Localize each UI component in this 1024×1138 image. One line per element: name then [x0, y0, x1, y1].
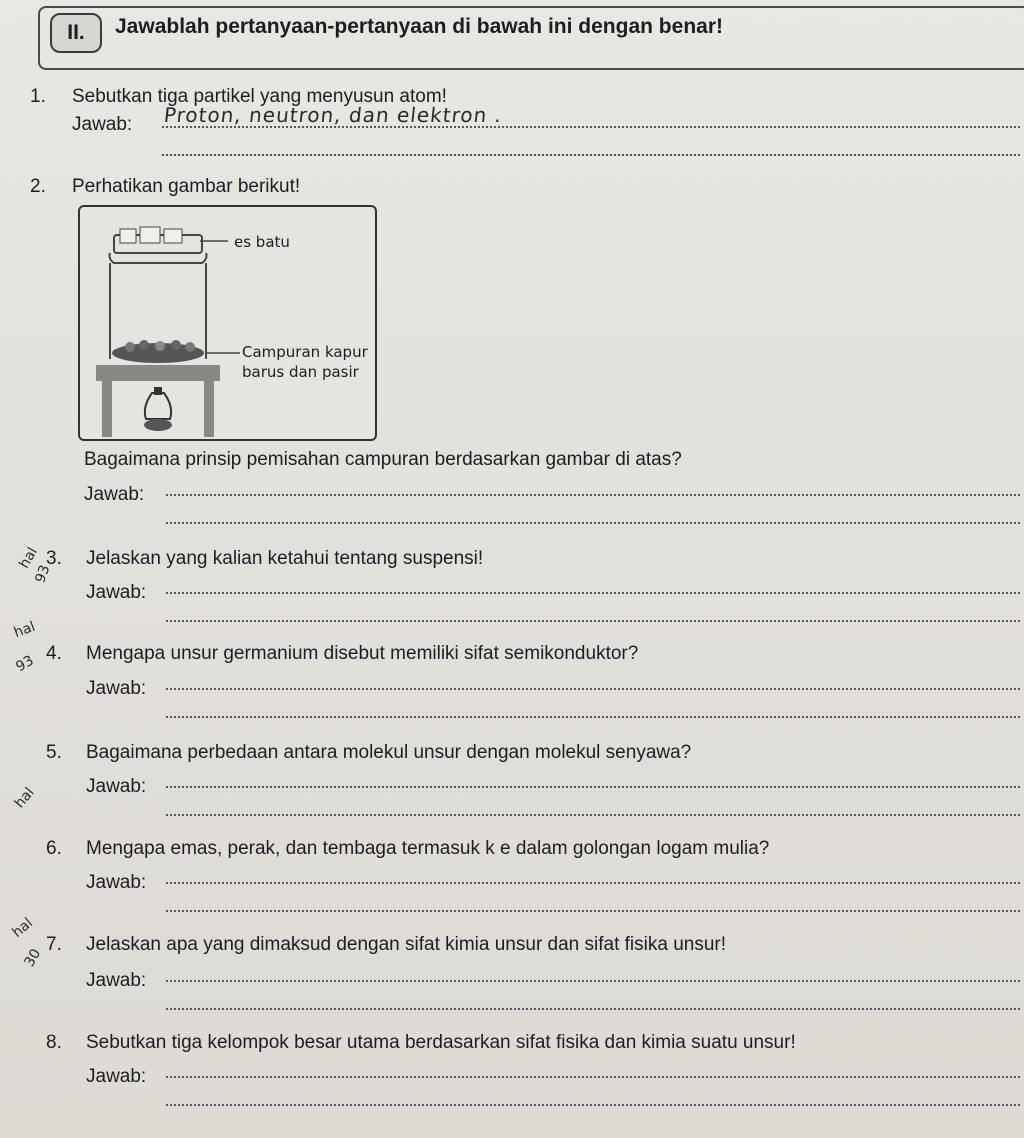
figure-label-mixture-line2: barus dan pasir	[242, 363, 359, 381]
question-number: 4.	[46, 643, 62, 664]
answer-label: Jawab:	[86, 776, 147, 797]
answer-label: Jawab:	[84, 484, 145, 505]
margin-note: hal	[11, 784, 38, 812]
answer-label: Jawab:	[86, 678, 147, 699]
margin-note: 93	[13, 652, 37, 676]
answer-label: Jawab:	[86, 582, 147, 603]
question-text: Jelaskan yang kalian ketahui tentang suspensi!	[86, 548, 484, 569]
answer-line	[166, 1104, 1020, 1106]
question-text: Sebutkan tiga kelompok besar utama berdasarkan sifat fisika dan kimia suatu unsur!	[86, 1032, 796, 1053]
figure-label-mixture-line1: Campuran kapur	[242, 343, 368, 361]
figure-label-ice: es batu	[234, 233, 290, 251]
sublimation-figure	[78, 205, 377, 441]
question-text: Bagaimana perbedaan antara molekul unsur dengan molekul senyawa?	[86, 742, 692, 763]
answer-line	[166, 786, 1020, 788]
handwritten-answer: Proton, neutron, dan elektron .	[162, 103, 504, 127]
answer-line	[166, 814, 1020, 816]
question-number: 6.	[46, 838, 62, 859]
answer-label: Jawab:	[86, 1066, 147, 1087]
answer-line	[166, 592, 1020, 594]
margin-note: hal	[9, 915, 36, 941]
answer-line	[166, 980, 1020, 982]
answer-label: Jawab:	[86, 970, 147, 991]
section-number: II.	[50, 13, 102, 53]
question-text: Jelaskan apa yang dimaksud dengan sifat kimia unsur dan sifat fisika unsur!	[86, 934, 727, 955]
answer-line	[166, 1008, 1020, 1010]
question-text: Sebutkan tiga partikel yang menyusun atom!	[72, 86, 447, 107]
margin-note: hal	[16, 544, 41, 572]
question-text: Mengapa emas, perak, dan tembaga termasuk k e dalam golongan logam mulia?	[86, 838, 770, 859]
margin-note: 93	[32, 562, 54, 586]
answer-label: Jawab:	[86, 872, 147, 893]
answer-line	[166, 494, 1020, 496]
answer-label: Jawab:	[72, 114, 133, 135]
answer-line	[166, 882, 1020, 884]
answer-line	[166, 620, 1020, 622]
sublimation-apparatus-illustration	[80, 207, 375, 439]
question-number: 2.	[30, 176, 46, 197]
question-number: 3.	[46, 548, 62, 569]
answer-line	[166, 688, 1020, 690]
question-number: 7.	[46, 934, 62, 955]
question-number: 5.	[46, 742, 62, 763]
answer-line	[162, 154, 1020, 156]
question-subtext: Bagaimana prinsip pemisahan campuran berdasarkan gambar di atas?	[84, 449, 682, 470]
section-title: Jawablah pertanyaan-pertanyaan di bawah ini dengan benar!	[115, 15, 723, 38]
answer-line	[166, 1076, 1020, 1078]
question-text: Mengapa unsur germanium disebut memiliki sifat semikonduktor?	[86, 643, 639, 664]
answer-line	[162, 126, 1020, 128]
question-text: Perhatikan gambar berikut!	[72, 176, 301, 197]
answer-line	[166, 716, 1020, 718]
question-number: 1.	[30, 86, 46, 107]
margin-note: hal	[11, 618, 38, 642]
margin-note: 30	[21, 946, 45, 970]
answer-line	[166, 522, 1020, 524]
question-number: 8.	[46, 1032, 62, 1053]
answer-line	[166, 910, 1020, 912]
